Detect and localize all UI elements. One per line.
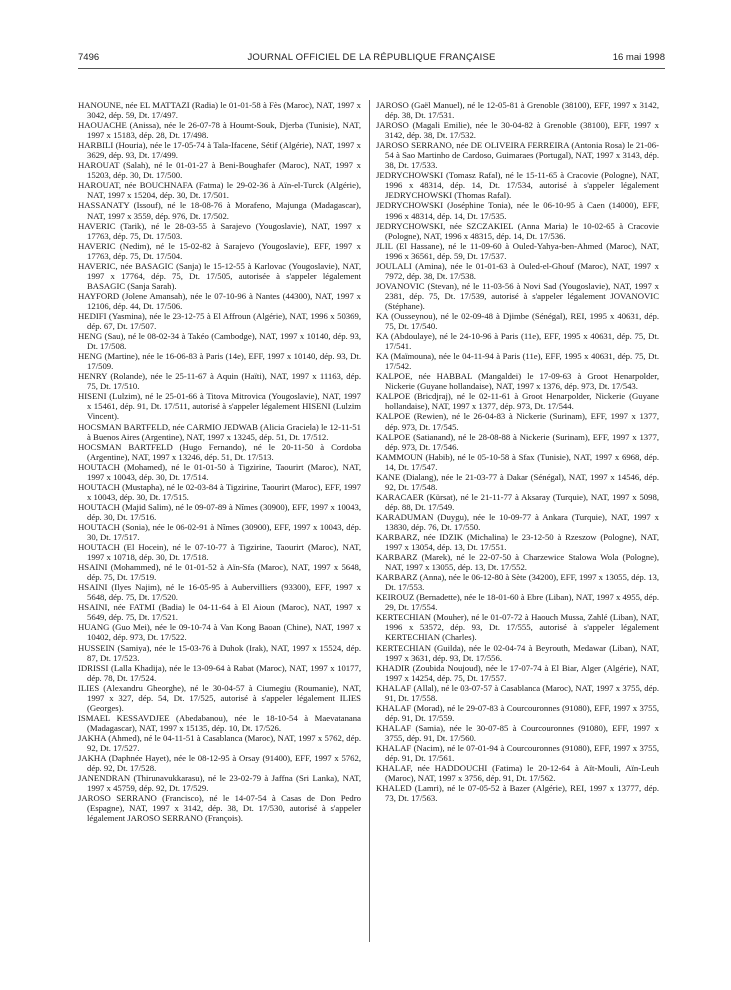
naturalization-entry: JAKHA (Daphnée Hayet), née le 08-12-95 à Orsay (91400), EFF, 1997 x 5762, dép. 92, Dt. 17/528. bbox=[78, 753, 361, 774]
naturalization-entry: JOULALI (Amina), née le 01-01-63 à Ouled-el-Ghouf (Maroc), NAT, 1997 x 7972, dép. 38, Dt. 17/538. bbox=[376, 260, 659, 281]
naturalization-entry: HOUTACH (Mustapha), né le 02-03-84 à Tigzirine, Taourirt (Maroc), EFF, 1997 x 10043, dép. 30, Dt. 17/515. bbox=[78, 481, 361, 502]
naturalization-entry: HSAINI, née FATMI (Badia) le 04-11-64 à El Aioun (Maroc), NAT, 1997 x 5649, dép. 75, Dt. 17/521. bbox=[78, 602, 361, 623]
naturalization-entry: KHALAF (Samia), née le 30-07-85 à Courcouronnes (91080), EFF, 1997 x 3755, dép. 91, Dt. 17/560. bbox=[376, 722, 659, 743]
naturalization-entry: KARACAER (Kürsat), né le 21-11-77 à Aksaray (Turquie), NAT, 1997 x 5098, dép. 88, Dt. 17/549. bbox=[376, 491, 659, 512]
naturalization-entry: KERTECHIAN (Mouher), né le 01-07-72 à Haouch Mussa, Zahlé (Liban), NAT, 1996 x 53572, dép. 93, Dt. 17/555, autorisé à s'appeler légalement KERTECHIAN (Charles). bbox=[376, 612, 659, 643]
naturalization-entry: JOVANOVIC (Stevan), né le 11-03-56 à Novi Sad (Yougoslavie), NAT, 1997 x 2381, dép. 75, Dt. 17/539, autorisé à s'appeler légalement JOVANOVIC (Stéphane). bbox=[376, 280, 659, 311]
naturalization-entry: IDRISSI (Lalla Khadija), née le 13-09-64 à Rabat (Maroc), NAT, 1997 x 10177, dép. 78, Dt. 17/524. bbox=[78, 662, 361, 683]
naturalization-entry: HAOUACHE (Anissa), née le 26-07-78 à Houmt-Souk, Djerba (Tunisie), NAT, 1997 x 15183, dép. 28, Dt. 17/498. bbox=[78, 120, 361, 141]
issue-date: 16 mai 1998 bbox=[612, 52, 665, 63]
naturalization-entry: KHALAF (Nacim), né le 07-01-94 à Courcouronnes (91080), EFF, 1997 x 3755, dép. 91, Dt. 17/561. bbox=[376, 743, 659, 764]
naturalization-entry: JAKHA (Ahmed), né le 04-11-51 à Casablanca (Maroc), NAT, 1997 x 5762, dép. 92, Dt. 17/527. bbox=[78, 732, 361, 753]
naturalization-entry: JAROSO SERRANO, née DE OLIVEIRA FERREIRA (Antonia Rosa) le 21-06-54 à Sao Martinho de Cardoso, Guimaraes (Portugal), NAT, 1997 x 3143, dép. 38, Dt. 17/533. bbox=[376, 140, 659, 171]
naturalization-entry: ILIES (Alexandru Gheorghe), né le 30-04-57 à Ciumegiu (Roumanie), NAT, 1997 x 327, dép. 54, Dt. 17/525, autorisé à s'appeler légalement ILIES (Georges). bbox=[78, 682, 361, 713]
naturalization-entry: HENG (Sau), né le 08-02-34 à Takéo (Cambodge), NAT, 1997 x 10140, dép. 93, Dt. 17/508. bbox=[78, 331, 361, 352]
naturalization-entry: JEDRYCHOWSKI (Joséphine Tonia), née le 06-10-95 à Caen (14000), EFF, 1996 x 48314, dép. 14, Dt. 17/535. bbox=[376, 200, 659, 221]
naturalization-entry: KHALAF, née HADDOUCHI (Fatima) le 20-12-64 à Aït-Mouli, Aïn-Leuh (Maroc), NAT, 1997 x 3756, dép. 91, Dt. 17/562. bbox=[376, 763, 659, 784]
page-number: 7496 bbox=[78, 52, 100, 63]
naturalization-entry: JAROSO (Gaël Manuel), né le 12-05-81 à Grenoble (38100), EFF, 1997 x 3142, dép. 38, Dt. 17/531. bbox=[376, 100, 659, 121]
naturalization-entry: HOUTACH (El Hocein), né le 07-10-77 à Tigzirine, Taourirt (Maroc), NAT, 1997 x 10718, dép. 30, Dt. 17/518. bbox=[78, 542, 361, 563]
naturalization-entry: HUANG (Guo Mei), née le 09-10-74 à Van Kong Baoan (Chine), NAT, 1997 x 10402, dép. 973, Dt. 17/522. bbox=[78, 622, 361, 643]
naturalization-entry: KALPOE, née HABBAL (Mangaldei) le 17-09-63 à Groot Henarpolder, Nickerie (Guyane hollandaise), NAT, 1997 x 1376, dép. 973, Dt. 17/543. bbox=[376, 371, 659, 392]
naturalization-entry: HASSANATY (Issouf), né le 18-08-76 à Morafeno, Majunga (Madagascar), NAT, 1997 x 3559, dép. 976, Dt. 17/502. bbox=[78, 200, 361, 221]
naturalization-entry: HAROUAT (Salah), né le 01-01-27 à Beni-Boughafer (Maroc), NAT, 1997 x 15203, dép. 30, Dt. 17/500. bbox=[78, 160, 361, 181]
naturalization-entry: HENRY (Rolande), née le 25-11-67 à Aquin (Haïti), NAT, 1997 x 11163, dép. 75, Dt. 17/510. bbox=[78, 371, 361, 392]
left-column bbox=[78, 100, 361, 823]
naturalization-entry: KARBARZ, née IDZIK (Michalina) le 23-12-50 à Rzeszow (Pologne), NAT, 1997 x 13054, dép. 13, Dt. 17/551. bbox=[376, 532, 659, 553]
naturalization-entry: HAVERIC, née BASAGIC (Sanja) le 15-12-55 à Karlovac (Yougoslavie), NAT, 1997 x 17764, dép. 75, Dt. 17/505, autorisée à s'appeler légalement BASAGIC (Sanja Sarah). bbox=[78, 260, 361, 291]
naturalization-entry: KHALAF (Allal), né le 03-07-57 à Casablanca (Maroc), NAT, 1997 x 3755, dép. 91, Dt. 17/558. bbox=[376, 682, 659, 703]
naturalization-entry: JLIL (El Hassane), né le 11-09-60 à Ouled-Yahya-ben-Ahmed (Maroc), NAT, 1996 x 36561, dép. 59, Dt. 17/537. bbox=[376, 240, 659, 261]
naturalization-entry: KHALAF (Morad), né le 29-07-83 à Courcouronnes (91080), EFF, 1997 x 3755, dép. 91, Dt. 17/559. bbox=[376, 702, 659, 723]
naturalization-entry: KALPOE (Satianand), né le 28-08-88 à Nickerie (Surinam), EFF, 1997 x 1377, dép. 973, Dt. 17/546. bbox=[376, 431, 659, 452]
naturalization-entry: KAMMOUN (Habib), né le 05-10-58 à Sfax (Tunisie), NAT, 1997 x 6968, dép. 14, Dt. 17/547. bbox=[376, 451, 659, 472]
right-column bbox=[376, 100, 659, 803]
naturalization-entry: JAROSO (Magali Emilie), née le 30-04-82 à Grenoble (38100), EFF, 1997 x 3142, dép. 38, Dt. 17/532. bbox=[376, 120, 659, 141]
header-rule bbox=[78, 68, 665, 69]
naturalization-entry: HAYFORD (Jolene Amansah), née le 07-10-96 à Nantes (44300), NAT, 1997 x 12106, dép. 44, Dt. 17/506. bbox=[78, 290, 361, 311]
naturalization-entry: HAVERIC (Tarik), né le 28-03-55 à Sarajevo (Yougoslavie), NAT, 1997 x 17763, dép. 75, Dt. 17/503. bbox=[78, 220, 361, 241]
naturalization-entry: HAROUAT, née BOUCHNAFA (Fatma) le 29-02-36 à Aïn-el-Turck (Algérie), NAT, 1997 x 15204, dép. 30, Dt. 17/501. bbox=[78, 180, 361, 201]
naturalization-entry: KALPOE (Bricdjraj), né le 02-11-61 à Groot Henarpolder, Nickerie (Guyane hollandaise), NAT, 1997 x 1377, dép. 973, Dt. 17/544. bbox=[376, 391, 659, 412]
naturalization-entry: KARADUMAN (Duygu), née le 10-09-77 à Ankara (Turquie), NAT, 1997 x 13830, dép. 76, Dt. 17/550. bbox=[376, 511, 659, 532]
naturalization-entry: HAVERIC (Nedim), né le 15-02-82 à Sarajevo (Yougoslavie), EFF, 1997 x 17763, dép. 75, Dt. 17/504. bbox=[78, 240, 361, 261]
naturalization-entry: JEDRYCHOWSKI, née SZCZAKIEL (Anna Maria) le 10-02-65 à Cracovie (Pologne), NAT, 1996 x 48315, dép. 14, Dt. 17/536. bbox=[376, 220, 659, 241]
naturalization-entry: HOUTACH (Sonia), née le 06-02-91 à Nîmes (30900), EFF, 1997 x 10043, dép. 30, Dt. 17/517. bbox=[78, 521, 361, 543]
naturalization-entry: HEDIFI (Yasmina), née le 23-12-75 à El Affroun (Algérie), NAT, 1996 x 50369, dép. 67, Dt. 17/507. bbox=[78, 310, 361, 332]
naturalization-entry: KA (Abdoulaye), né le 24-10-96 à Paris (11e), EFF, 1995 x 40631, dép. 75, Dt. 17/541. bbox=[376, 331, 659, 352]
naturalization-entry: KHADIR (Zoubida Noujoud), née le 17-07-74 à El Biar, Alger (Algérie), NAT, 1997 x 14254, dép. 75, Dt. 17/557. bbox=[376, 662, 659, 683]
naturalization-entry: HENG (Martine), née le 16-06-83 à Paris (14e), EFF, 1997 x 10140, dép. 93, Dt. 17/509. bbox=[78, 351, 361, 372]
naturalization-entry: HSAINI (Ilyes Najim), né le 16-05-95 à Aubervilliers (93300), EFF, 1997 x 5648, dép. 75, Dt. 17/520. bbox=[78, 582, 361, 603]
naturalization-entry: KARBARZ (Anna), née le 06-12-80 à Sète (34200), EFF, 1997 x 13055, dép. 13, Dt. 17/553. bbox=[376, 572, 659, 593]
naturalization-entry: KHALED (Lamri), né le 07-05-52 à Bazer (Algérie), REI, 1997 x 13777, dép. 73, Dt. 17/563. bbox=[376, 783, 659, 804]
naturalization-entry: KA (Maïmouna), née le 04-11-94 à Paris (11e), EFF, 1995 x 40631, dép. 75, Dt. 17/542. bbox=[376, 351, 659, 372]
naturalization-entry: HOCSMAN BARTFELD (Hugo Fernando), né le 20-11-50 à Cordoba (Argentine), NAT, 1997 x 13246, dép. 51, Dt. 17/513. bbox=[78, 441, 361, 462]
naturalization-entry: JAROSO SERRANO (Francisco), né le 14-07-54 à Casas de Don Pedro (Espagne), NAT, 1997 x 3142, dép. 38, Dt. 17/530, autorisé à s'appeler légalement JAROSO SERRANO (François). bbox=[78, 793, 361, 824]
naturalization-entry: JEDRYCHOWSKI (Tomasz Rafal), né le 15-11-65 à Cracovie (Pologne), NAT, 1996 x 48314, dép. 14, Dt. 17/534, autorisé à s'appeler légalement JEDRYCHOWSKI (Thomas Rafal). bbox=[376, 170, 659, 201]
column-divider bbox=[369, 100, 370, 942]
naturalization-entry: KANE (Dialang), née le 21-03-77 à Dakar (Sénégal), NAT, 1997 x 14546, dép. 92, Dt. 17/548. bbox=[376, 471, 659, 492]
naturalization-entry: KERTECHIAN (Guilda), née le 02-04-74 à Beyrouth, Medawar (Liban), NAT, 1997 x 3631, dép. 93, Dt. 17/556. bbox=[376, 642, 659, 663]
naturalization-entry: HARBILI (Houria), née le 17-05-74 à Tala-Ifacene, Sétif (Algérie), NAT, 1997 x 3629, dép. 93, Dt. 17/499. bbox=[78, 140, 361, 161]
naturalization-entry: KARBARZ (Marek), né le 22-07-50 à Charzewice Stalowa Wola (Pologne), NAT, 1997 x 13055, dép. 13, Dt. 17/552. bbox=[376, 552, 659, 573]
naturalization-entry: HOCSMAN BARTFELD, née CARMIO JEDWAB (Alicia Graciela) le 12-11-51 à Buenos Aires (Argentine), NAT, 1997 x 13245, dép. 51, Dt. 17/512. bbox=[78, 421, 361, 442]
naturalization-entry: KALPOE (Rewien), né le 26-04-83 à Nickerie (Surinam), EFF, 1997 x 1377, dép. 973, Dt. 17/545. bbox=[376, 411, 659, 432]
naturalization-entry: KEIROUZ (Bernadette), née le 18-01-60 à Ebre (Liban), NAT, 1997 x 4955, dép. 29, Dt. 17/554. bbox=[376, 592, 659, 613]
naturalization-entry: HISENI (Lulzim), né le 25-01-66 à Titova Mitrovica (Yougoslavie), NAT, 1997 x 15461, dép. 91, Dt. 17/511, autorisé à s'appeler légalement HISENI (Lulzim Vincent). bbox=[78, 391, 361, 422]
journal-title: JOURNAL OFFICIEL DE LA RÉPUBLIQUE FRANÇAISE bbox=[247, 52, 496, 63]
naturalization-entry: HOUTACH (Majid Salim), né le 09-07-89 à Nîmes (30900), EFF, 1997 x 10043, dép. 30, Dt. 17/516. bbox=[78, 501, 361, 522]
naturalization-entry: HUSSEIN (Samiya), née le 15-03-76 à Duhok (Irak), NAT, 1997 x 15524, dép. 87, Dt. 17/523. bbox=[78, 642, 361, 663]
naturalization-entry: HOUTACH (Mohamed), né le 01-01-50 à Tigzirine, Taourirt (Maroc), NAT, 1997 x 10043, dép. 30, Dt. 17/514. bbox=[78, 461, 361, 482]
page-header bbox=[78, 52, 665, 66]
naturalization-entry: HSAINI (Mohammed), né le 01-01-52 à Aïn-Sfa (Maroc), NAT, 1997 x 5648, dép. 75, Dt. 17/519. bbox=[78, 562, 361, 583]
naturalization-entry: KA (Ousseynou), né le 02-09-48 à Djimbe (Sénégal), REI, 1995 x 40631, dép. 75, Dt. 17/540. bbox=[376, 310, 659, 332]
naturalization-entry: JANENDRAN (Thirunavukkarasu), né le 23-02-79 à Jaffna (Sri Lanka), NAT, 1997 x 45759, dép. 92, Dt. 17/529. bbox=[78, 773, 361, 794]
naturalization-entry: ISMAEL KESSAVDJEE (Abedabanou), née le 18-10-54 à Maevatanana (Madagascar), NAT, 1997 x 15135, dép. 10, Dt. 17/526. bbox=[78, 712, 361, 733]
naturalization-entry: HANOUNE, née EL MATTAZI (Radia) le 01-01-58 à Fès (Maroc), NAT, 1997 x 3042, dép. 59, Dt. 17/497. bbox=[78, 100, 361, 121]
